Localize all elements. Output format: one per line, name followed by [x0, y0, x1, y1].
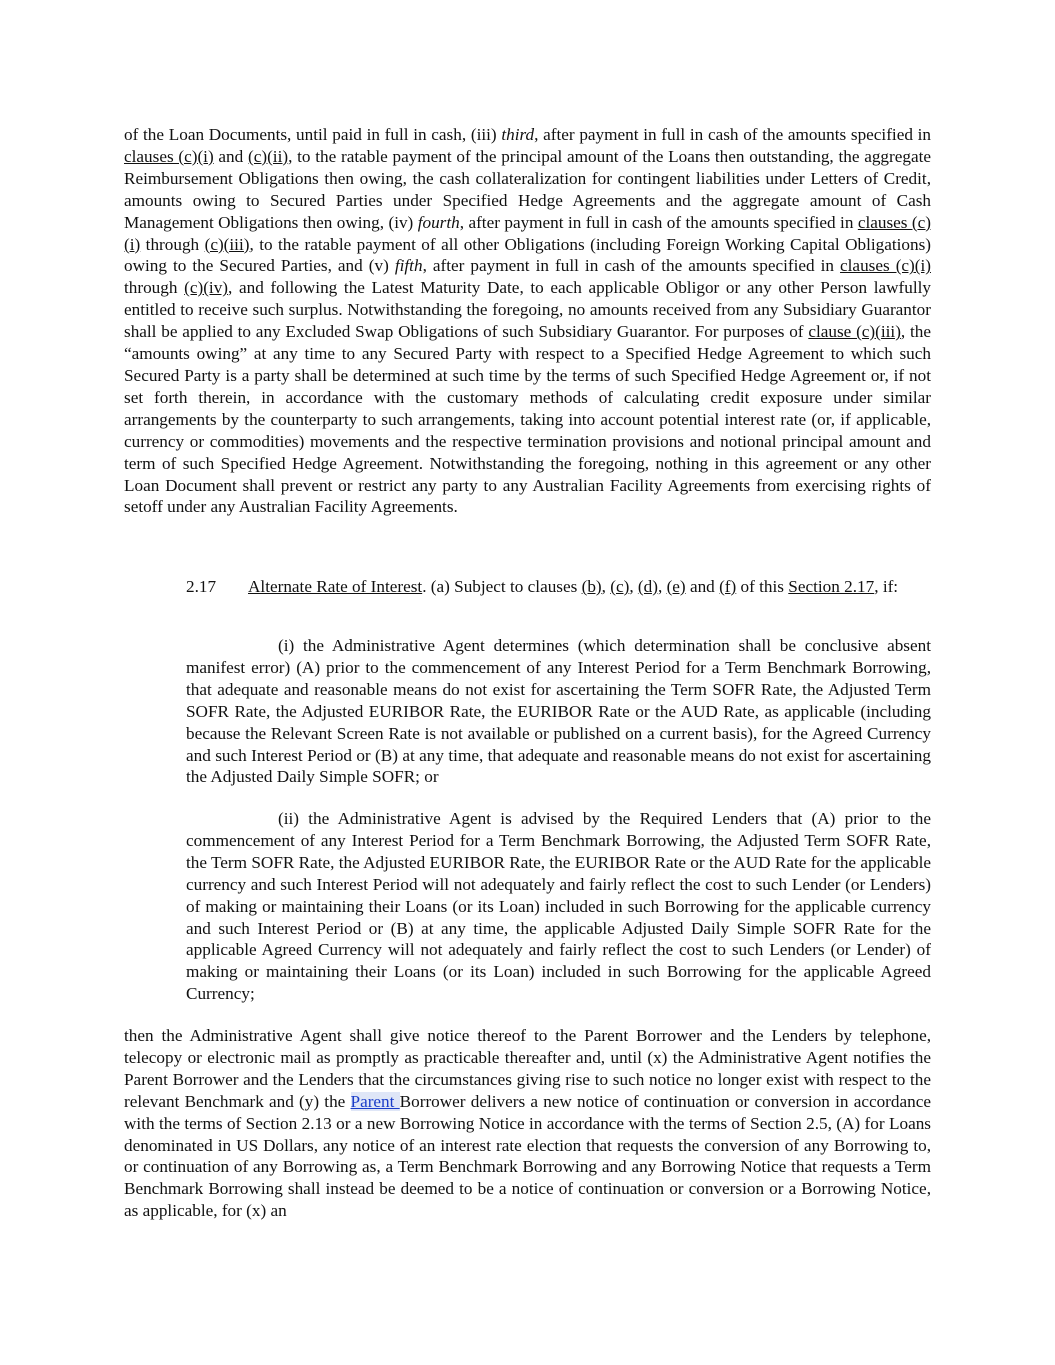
italic-fifth: fifth: [394, 256, 423, 276]
text-run: , the “amounts owing” at any time to any Secured Party with respect to a Specified Hedge Agreement to which such Secured Party is a party shall be determined at such time by the terms of such Specified Hedge Agreement or, if not set forth therein, in accordance with the customary methods of calculating credit exposure under similar arrangements by the counterparty to such arrangements, taking into account potential interest rate (or, if applicable, currency or commodities) movements and the respective termination provisions and notional principal amount and term of such Specified Hedge Agreement. Notwithstanding the foregoing, nothing in this agreement or any other Loan Document shall prevent or restrict any party to any Australian Facility Agreements from exercising rights of setoff under any Australian Facility Agreements.: [124, 322, 932, 517]
text-run: , after payment in full in cash of the amounts specified in: [534, 125, 931, 144]
section-number: 2.17: [186, 577, 217, 596]
text-run: through: [140, 234, 205, 254]
clause-reference: clauses (c)(i): [840, 256, 931, 276]
clause-reference: (c)(iii): [204, 234, 250, 254]
clause-reference: (c)(ii): [248, 146, 289, 166]
section-2-17-heading-paragraph: 2.17 Alternate Rate of Interest. (a) Subject to clauses (b), (c), (d), (e) and (f) of this Section 2.17, if:: [186, 577, 899, 596]
paragraph-waterfall: [124, 124, 931, 518]
text-run: , if:: [874, 577, 899, 596]
sub-clause-i: [186, 635, 931, 788]
italic-fourth: fourth: [417, 212, 460, 232]
section-heading: Alternate Rate of Interest: [248, 577, 423, 596]
italic-third: third: [501, 125, 535, 144]
text-run: Borrower delivers a new notice of continuation or conversion in accordance with the terms of Section 2.13 or a new Borrowing Notice in accordance with the terms of Section 2.5, (A) for Loans denominated in US Dollars, any notice of an interest rate election that requests the conversion of any Borrowing to, or continuation of any Borrowing as, a Term Benchmark Borrowing and any Borrowing Notice that requests a Term Benchmark Borrowing shall instead be deemed to be a notice of continuation or conversion or a Borrowing Notice, as applicable, for (x) an: [124, 1091, 931, 1221]
text-run: , after payment in full in cash of the amounts specified in: [422, 256, 841, 276]
clause-reference: (c)(iv): [184, 278, 229, 298]
clause-reference: clauses (c)(i): [124, 146, 214, 166]
text-run: , to the ratable payment of the principal amount of the Loans then outstanding, the aggregate Reimbursement Obligations then owing, the cash collateralization for contingent liabilities under Letters of Credit, amounts owing to Secured Parties under Specified Hedge Agreements and the aggregate amount of Cash Management Obligations then owing, (iv): [124, 146, 931, 232]
text-run: of this: [736, 577, 789, 596]
text-run: (ii) the Administrative Agent is advised by the Required Lenders that (A) prior to the commencement of any Interest Period for a Term Benchmark Borrowing, the Adjusted Term SOFR Rate, the Term SOFR Rate, the Adjusted EURIBOR Rate, the EURIBOR Rate or the AUD Rate for the applicable currency and such Interest Period will not adequately and fairly reflect the cost to such Lender (or Lenders) of making or maintaining their Loans (or its Loan) included in such Borrowing for the applicable currency and such Interest Period or (B) at any time, the applicable Adjusted Daily Simple SOFR Rate for the applicable Agreed Currency will not adequately and fairly reflect the cost to such Lenders (or Lender) of making or maintaining their Loans (or its Loan) included in such Borrowing for the applicable Agreed Currency;: [186, 809, 931, 1004]
clause-reference: (d): [637, 577, 658, 596]
clause-reference: (c): [610, 577, 630, 596]
text-run: , after payment in full in cash of the amounts specified in: [459, 212, 858, 232]
text-run: then the Administrative Agent shall give notice thereof to the Parent Borrower and the Lenders by telephone, telecopy or electronic mail as promptly as practicable thereafter and, until (x) the Administrative Agent notifies the Parent Borrower and the Lenders that the circumstances giving rise to such notice no longer exist with respect to the relevant Benchmark and (y) the: [124, 1026, 931, 1111]
text-run: through: [124, 278, 185, 298]
text-run: . (a) Subject to clauses: [422, 577, 582, 596]
text-run: , and following the Latest Maturity Date, to each applicable Obligor or any other Person lawfully entitled to receive such surplus. Notwithstanding the foregoing, no amounts received from any Subsidiary Guarantor shall be applied to any Excluded Swap Obligations of such Subsidiary Guarantor. For purposes of: [124, 278, 931, 342]
clause-reference: clause (c)(iii): [808, 322, 901, 342]
clause-reference: (b): [581, 577, 602, 596]
paragraph-notice: [124, 1025, 931, 1222]
clause-reference: clauses (c)(i): [124, 212, 931, 254]
text-run: (i) the Administrative Agent determines (which determination shall be conclusive absent manifest error) (A) prior to the commencement of any Interest Period for a Term Benchmark Borrowing, that adequate and reasonable means do not exist for ascertaining the Term SOFR Rate, the Adjusted Term SOFR Rate, the Adjusted EURIBOR Rate, the EURIBOR Rate or the AUD Rate, as applicable (including because the Relevant Screen Rate is not available or published on a current basis), for the Agreed Currency and such Interest Period or (B) at any time, that adequate and reasonable means do not exist for ascertaining the Adjusted Daily Simple SOFR; or: [186, 636, 931, 787]
text-run: and: [213, 146, 248, 166]
clause-reference: (e): [666, 577, 686, 596]
text-run: of the Loan Documents, until paid in full in cash, (iii): [124, 125, 502, 144]
section-reference: Section 2.17: [788, 577, 875, 596]
text-run: , to the ratable payment of all other Obligations (including Foreign Working Capital Obligations) owing to the Secured Parties, and (v): [124, 234, 932, 276]
clause-reference: (f): [719, 577, 737, 596]
parent-link[interactable]: Parent: [350, 1091, 400, 1111]
sub-clause-ii: [186, 808, 931, 1005]
